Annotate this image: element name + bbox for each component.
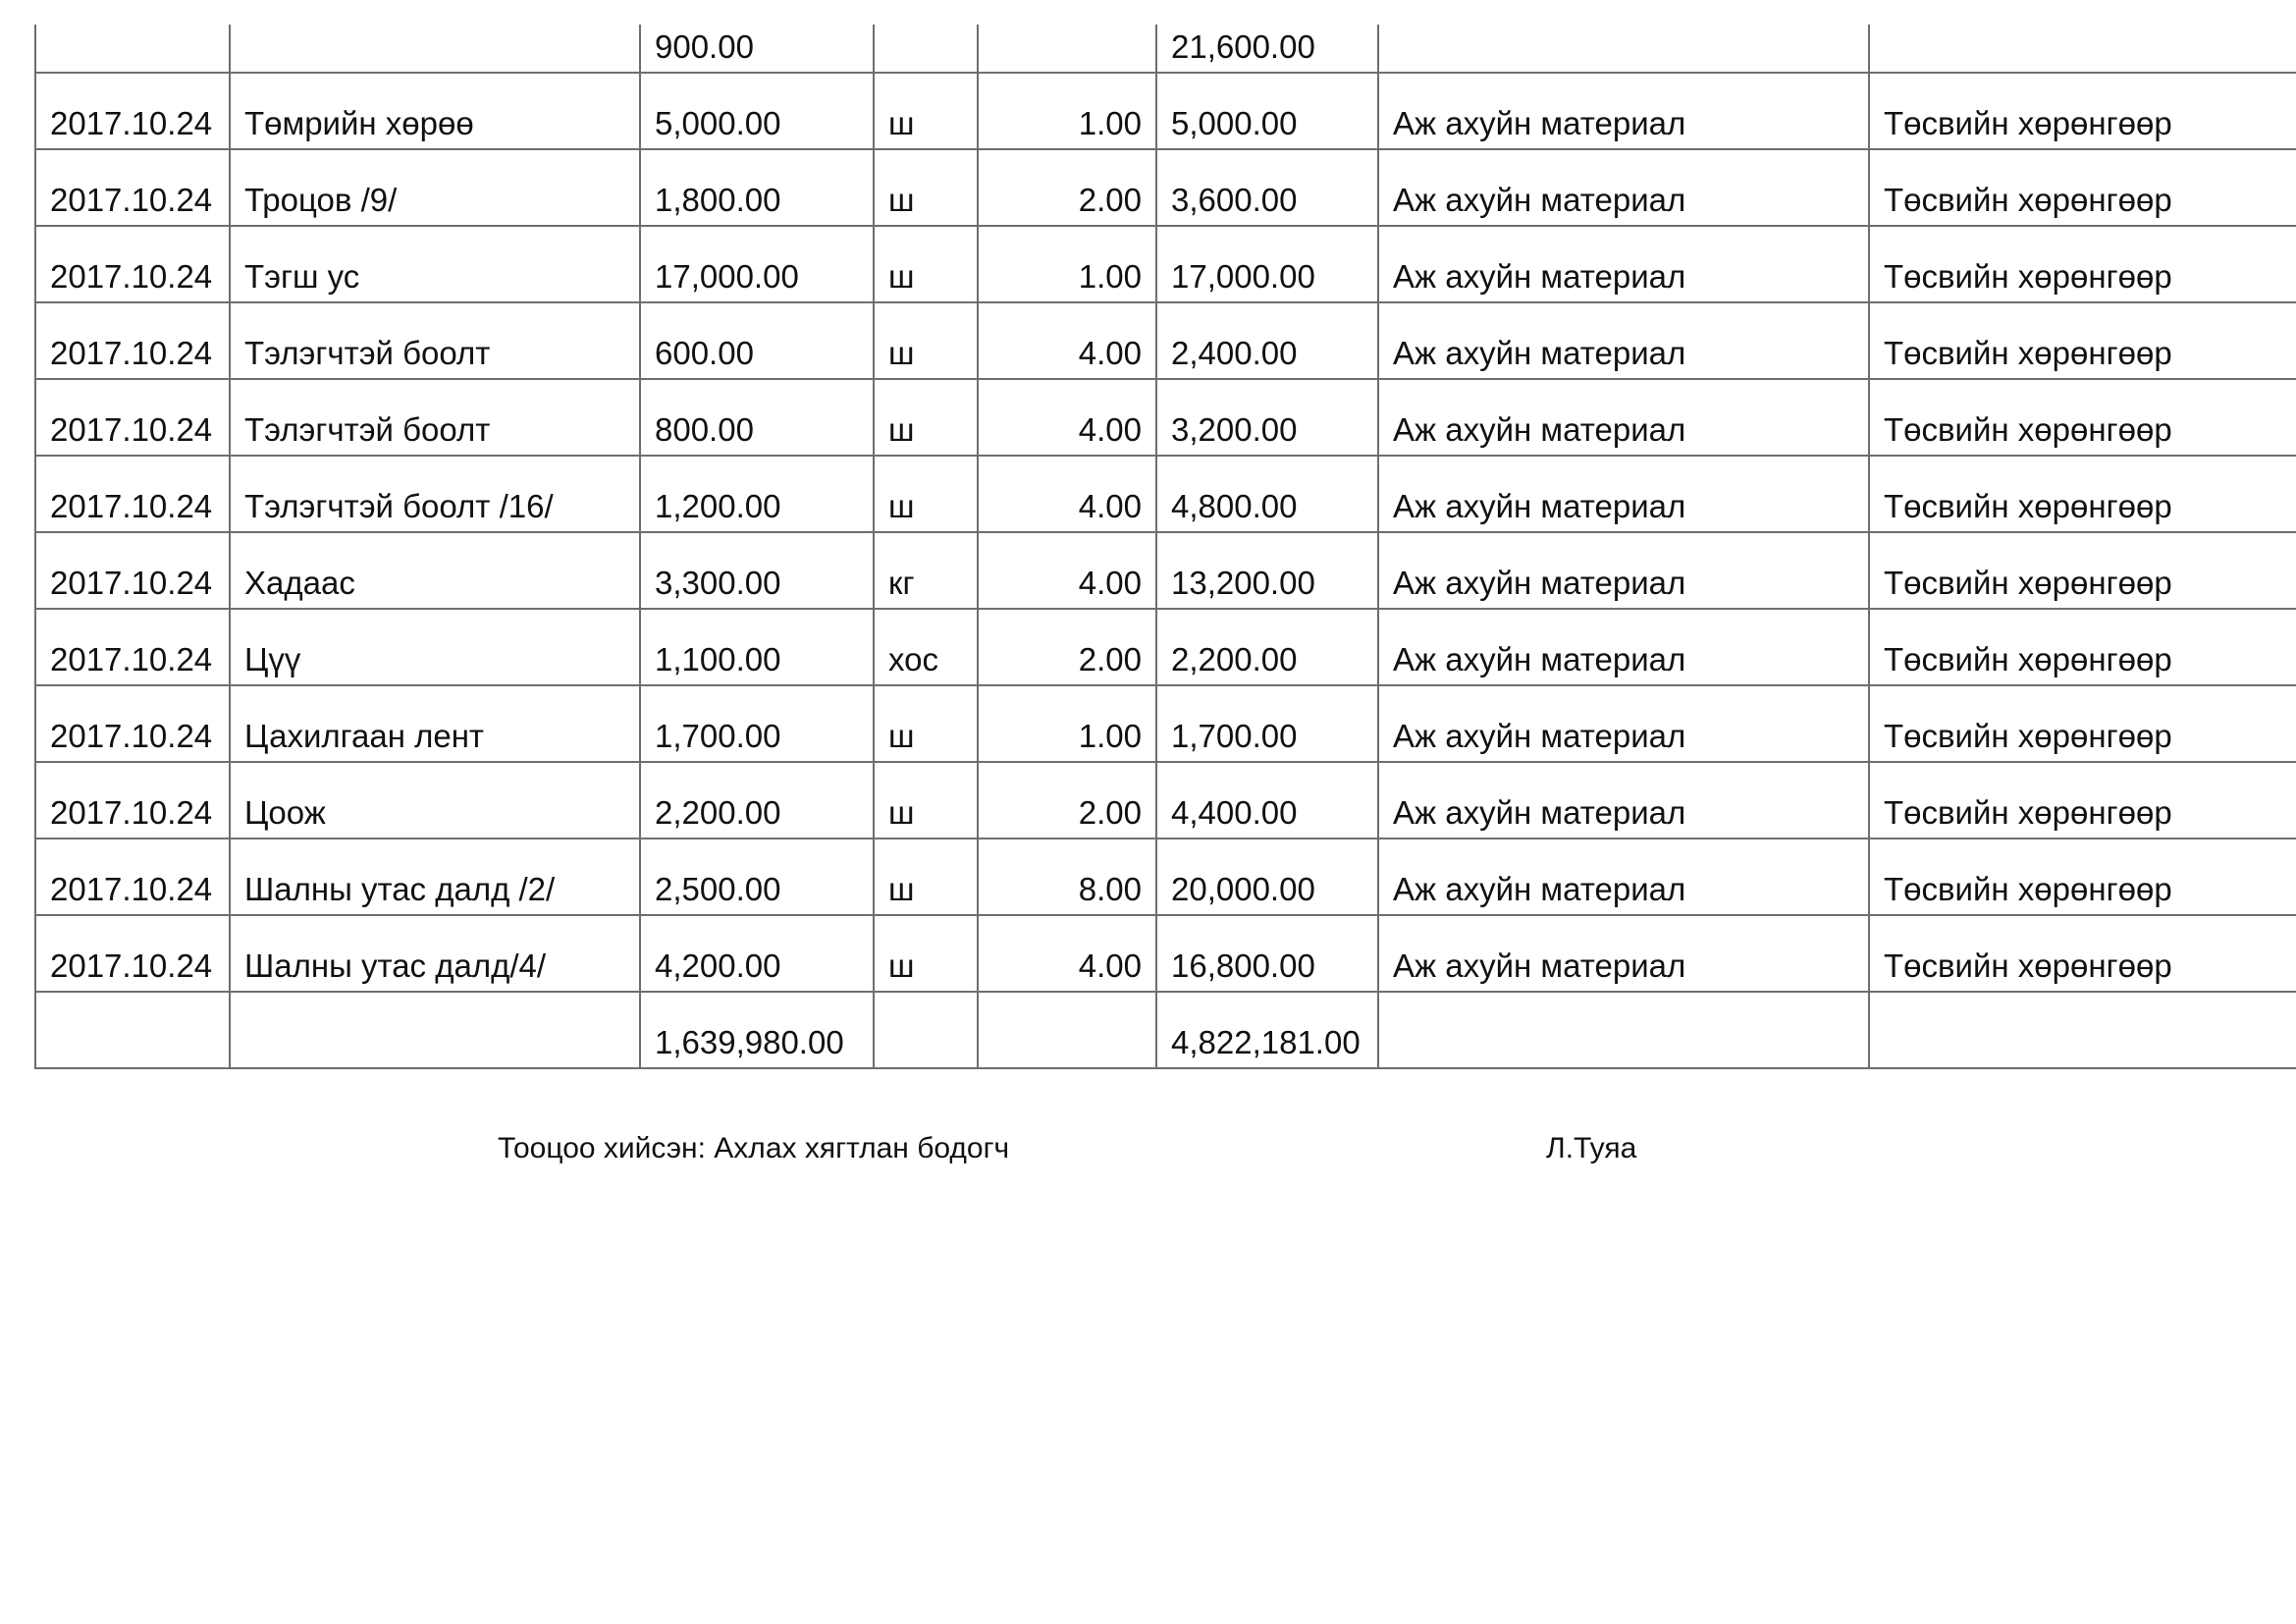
funding-source-cell: Төсвийн хөрөнгөөр xyxy=(1869,226,2296,302)
funding-source-cell xyxy=(1869,25,2296,73)
unit-cell: ш xyxy=(874,149,978,226)
date-cell: 2017.10.24 xyxy=(35,149,230,226)
funding-source-cell: Төсвийн хөрөнгөөр xyxy=(1869,379,2296,456)
category-cell: Аж ахуйн материал xyxy=(1378,302,1869,379)
amount-cell: 4,800.00 xyxy=(1156,456,1378,532)
table-row xyxy=(35,456,2296,532)
totals-row xyxy=(35,992,2296,1068)
item-name-cell: Тэлэгчтэй боолт xyxy=(230,379,640,456)
item-name-cell: Цүү xyxy=(230,609,640,685)
item-name-cell: Тэлэгчтэй боолт xyxy=(230,302,640,379)
category-cell: Аж ахуйн материал xyxy=(1378,609,1869,685)
table-row xyxy=(35,226,2296,302)
unit-price-cell: 1,200.00 xyxy=(640,456,874,532)
date-cell: 2017.10.24 xyxy=(35,302,230,379)
quantity-cell: 1.00 xyxy=(978,226,1156,302)
item-name-cell xyxy=(230,992,640,1068)
date-cell: 2017.10.24 xyxy=(35,915,230,992)
quantity-cell: 2.00 xyxy=(978,609,1156,685)
date-cell: 2017.10.24 xyxy=(35,762,230,839)
expense-table-body xyxy=(35,25,2296,1068)
category-cell: Аж ахуйн материал xyxy=(1378,532,1869,609)
quantity-cell: 1.00 xyxy=(978,73,1156,149)
category-cell: Аж ахуйн материал xyxy=(1378,149,1869,226)
table-row xyxy=(35,609,2296,685)
expense-table xyxy=(34,25,2296,1069)
table-row xyxy=(35,532,2296,609)
amount-cell: 13,200.00 xyxy=(1156,532,1378,609)
prepared-by-label: Тооцоо хийсэн: Ахлах хягтлан бодогч xyxy=(498,1132,1010,1164)
category-cell: Аж ахуйн материал xyxy=(1378,456,1869,532)
unit-cell: ш xyxy=(874,379,978,456)
item-name-cell: Троцов /9/ xyxy=(230,149,640,226)
item-name-cell xyxy=(230,25,640,73)
quantity-cell: 4.00 xyxy=(978,379,1156,456)
funding-source-cell: Төсвийн хөрөнгөөр xyxy=(1869,839,2296,915)
amount-cell: 3,200.00 xyxy=(1156,379,1378,456)
amount-cell: 2,200.00 xyxy=(1156,609,1378,685)
signer-name: Л.Туяа xyxy=(1546,1132,1637,1164)
funding-source-cell: Төсвийн хөрөнгөөр xyxy=(1869,762,2296,839)
table-row xyxy=(35,73,2296,149)
table-row xyxy=(35,379,2296,456)
table-row xyxy=(35,149,2296,226)
funding-source-cell: Төсвийн хөрөнгөөр xyxy=(1869,302,2296,379)
unit-cell: ш xyxy=(874,762,978,839)
unit-cell: хос xyxy=(874,609,978,685)
funding-source-cell: Төсвийн хөрөнгөөр xyxy=(1869,73,2296,149)
date-cell: 2017.10.24 xyxy=(35,609,230,685)
amount-cell: 4,400.00 xyxy=(1156,762,1378,839)
funding-source-cell: Төсвийн хөрөнгөөр xyxy=(1869,915,2296,992)
quantity-cell: 8.00 xyxy=(978,839,1156,915)
item-name-cell: Цахилгаан лент xyxy=(230,685,640,762)
quantity-cell: 4.00 xyxy=(978,915,1156,992)
category-cell xyxy=(1378,992,1869,1068)
category-cell: Аж ахуйн материал xyxy=(1378,226,1869,302)
quantity-cell xyxy=(978,992,1156,1068)
quantity-cell: 2.00 xyxy=(978,149,1156,226)
table-row xyxy=(35,302,2296,379)
unit-cell: ш xyxy=(874,685,978,762)
quantity-cell: 4.00 xyxy=(978,532,1156,609)
quantity-cell: 2.00 xyxy=(978,762,1156,839)
unit-price-cell: 1,700.00 xyxy=(640,685,874,762)
date-cell: 2017.10.24 xyxy=(35,532,230,609)
funding-source-cell xyxy=(1869,992,2296,1068)
amount-cell: 21,600.00 xyxy=(1156,25,1378,73)
unit-cell xyxy=(874,992,978,1068)
unit-cell: ш xyxy=(874,302,978,379)
funding-source-cell: Төсвийн хөрөнгөөр xyxy=(1869,685,2296,762)
item-name-cell: Шалны утас далд/4/ xyxy=(230,915,640,992)
funding-source-cell: Төсвийн хөрөнгөөр xyxy=(1869,149,2296,226)
table-row xyxy=(35,25,2296,73)
amount-cell: 1,700.00 xyxy=(1156,685,1378,762)
category-cell: Аж ахуйн материал xyxy=(1378,762,1869,839)
category-cell: Аж ахуйн материал xyxy=(1378,73,1869,149)
unit-cell xyxy=(874,25,978,73)
category-cell xyxy=(1378,25,1869,73)
item-name-cell: Шалны утас далд /2/ xyxy=(230,839,640,915)
unit-price-cell: 3,300.00 xyxy=(640,532,874,609)
table-row xyxy=(35,762,2296,839)
unit-cell: ш xyxy=(874,226,978,302)
unit-price-cell: 1,800.00 xyxy=(640,149,874,226)
amount-cell: 3,600.00 xyxy=(1156,149,1378,226)
funding-source-cell: Төсвийн хөрөнгөөр xyxy=(1869,609,2296,685)
amount-cell: 4,822,181.00 xyxy=(1156,992,1378,1068)
date-cell: 2017.10.24 xyxy=(35,73,230,149)
date-cell: 2017.10.24 xyxy=(35,226,230,302)
item-name-cell: Тэгш ус xyxy=(230,226,640,302)
unit-price-cell: 600.00 xyxy=(640,302,874,379)
category-cell: Аж ахуйн материал xyxy=(1378,379,1869,456)
amount-cell: 20,000.00 xyxy=(1156,839,1378,915)
date-cell: 2017.10.24 xyxy=(35,685,230,762)
amount-cell: 17,000.00 xyxy=(1156,226,1378,302)
item-name-cell: Хадаас xyxy=(230,532,640,609)
unit-cell: кг xyxy=(874,532,978,609)
quantity-cell: 1.00 xyxy=(978,685,1156,762)
unit-cell: ш xyxy=(874,839,978,915)
unit-price-cell: 17,000.00 xyxy=(640,226,874,302)
item-name-cell: Тэлэгчтэй боолт /16/ xyxy=(230,456,640,532)
unit-price-cell: 800.00 xyxy=(640,379,874,456)
funding-source-cell: Төсвийн хөрөнгөөр xyxy=(1869,456,2296,532)
unit-price-cell: 1,100.00 xyxy=(640,609,874,685)
amount-cell: 2,400.00 xyxy=(1156,302,1378,379)
date-cell xyxy=(35,25,230,73)
category-cell: Аж ахуйн материал xyxy=(1378,839,1869,915)
unit-cell: ш xyxy=(874,456,978,532)
unit-price-cell: 4,200.00 xyxy=(640,915,874,992)
unit-price-cell: 1,639,980.00 xyxy=(640,992,874,1068)
funding-source-cell: Төсвийн хөрөнгөөр xyxy=(1869,532,2296,609)
quantity-cell: 4.00 xyxy=(978,302,1156,379)
date-cell: 2017.10.24 xyxy=(35,839,230,915)
unit-price-cell: 900.00 xyxy=(640,25,874,73)
category-cell: Аж ахуйн материал xyxy=(1378,685,1869,762)
unit-price-cell: 5,000.00 xyxy=(640,73,874,149)
quantity-cell xyxy=(978,25,1156,73)
table-row xyxy=(35,915,2296,992)
date-cell: 2017.10.24 xyxy=(35,456,230,532)
category-cell: Аж ахуйн материал xyxy=(1378,915,1869,992)
amount-cell: 5,000.00 xyxy=(1156,73,1378,149)
unit-price-cell: 2,500.00 xyxy=(640,839,874,915)
unit-price-cell: 2,200.00 xyxy=(640,762,874,839)
quantity-cell: 4.00 xyxy=(978,456,1156,532)
item-name-cell: Төмрийн хөрөө xyxy=(230,73,640,149)
date-cell xyxy=(35,992,230,1068)
item-name-cell: Цоож xyxy=(230,762,640,839)
unit-cell: ш xyxy=(874,915,978,992)
table-row xyxy=(35,839,2296,915)
unit-cell: ш xyxy=(874,73,978,149)
table-row xyxy=(35,685,2296,762)
date-cell: 2017.10.24 xyxy=(35,379,230,456)
amount-cell: 16,800.00 xyxy=(1156,915,1378,992)
